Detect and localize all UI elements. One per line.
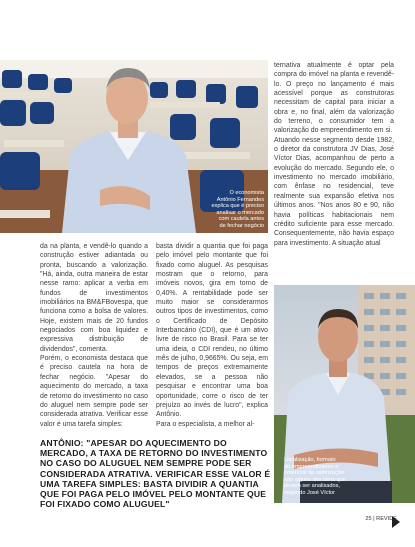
middle-column-text: basta dividir a quantia que foi paga pelo imóvel pelo montante que foi fixado como aluguel. As pesquisas mostram que o retorno, para imóveis novos, gira em torno de 0,40%. A rentabilidade pode ser muito maior se considerarmos outros tipos de investimentos, como o Certificado de Depósito Interbancário (CDI), que é um ativo livre de risco no Brasil. Para se ter uma ideia, o CDI rendeu, no último mês de julho, 0,9665%. Ou seja, em tempos de preços extremamente elevados, se a pessoa não pesquisar e encontrar uma boa oportunidade, corre o risco de ter prejuízo ao invés de lucro", explica Antônio. Para o especialista, a melhor al- xyxy=(156,243,268,428)
page-footer: 25 | REVIDE xyxy=(365,516,397,522)
economist-photo xyxy=(0,60,268,233)
pull-quote: ANTÔNIO: "APESAR DO AQUECIMENTO DO MERCADO, A TAXA DE RETORNO DO INVESTIMENTO NO CASO DO ALUGUEL NEM SEMPRE PODE SER CONSIDERADA ATRATIVA. VERIFICAR ESSE VALOR É UMA TAREFA SIMPLES: BASTA DIVIDIR A QUANTIA QUE FOI PAGA PELO IMÓVEL PELO MONTANTE QUE FOI FIXADO COMO ALUGUEL" xyxy=(40,438,271,510)
director-photo-caption: Localização, formato do empreendimento e potencial de valorização são alguns dos itens que devem ser analisados, segundo José Víctor xyxy=(284,457,346,496)
director-photo xyxy=(274,285,415,503)
right-column-text: ternativa atualmente é optar pela compra do imóvel na planta e revendê-lo. O preço no lançamento é mais acessível porque as construtoras necessitam de capital para iniciar a obra e, no final, além da valorização do terreno, o consumidor tem a valorização do empreendimento em si. Atuando nesse segmento desde 1982, o diretor da construtora JV Dias, José Víctor Dias, acompanhou de perto a evolução do mercado. Segundo ele, o investimento no mercado imobiliário, com ênfase no residencial, teve realmente sua expansão efetiva nos últimos anos. "Nos anos 80 e 90, não havia políticas habitacionais nem crédito suficiente para esse mercado. Consequentemente, não havia espaço para investimento. A situação atual xyxy=(274,62,394,247)
economist-photo-caption: O economista Antônio Fernandes explica que é preciso analisar o mercado com cautela antes de fechar negócio xyxy=(211,190,264,229)
next-page-arrow-icon[interactable] xyxy=(392,516,400,528)
left-column-text: da na planta, e vendê-lo quando a construção estiver adiantada ou pronta, buscando a valorização. "Há, ainda, outra maneira de estar nesse ramo: aplicar a verba em fundos de investimentos imobiliários na BM&FBovespa, que funciona como a bolsa de valores. Hoje, existem mais de 20 fundos negociados com boa liquidez e expressiva distribuição de dividendos", comenta. Porém, o economista destaca que é preciso cautela na hora de fechar negócio. "Apesar do aquecimento do mercado, a taxa de retorno do investimento no caso do aluguel nem sempre pode ser considerada atrativa. Verificar esse valor é uma tarefa simples: xyxy=(40,243,148,428)
